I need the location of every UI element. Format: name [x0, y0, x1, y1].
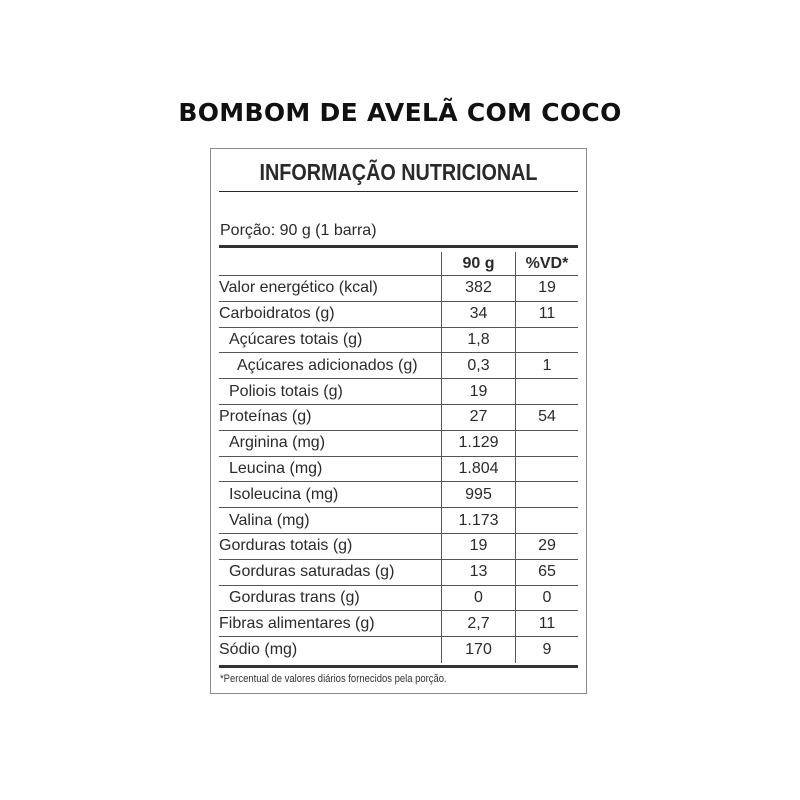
nutrient-value: 27 — [441, 405, 515, 430]
header-vd: %VD* — [515, 252, 578, 275]
nutrition-facts-panel — [210, 148, 587, 694]
portion-size: Porção: 90 g (1 barra) — [220, 222, 377, 239]
nutrition-table — [219, 252, 578, 663]
nutrient-label: Arginina (mg) — [229, 434, 326, 452]
nutrient-value: 1,8 — [441, 328, 515, 353]
nutrient-daily-value: 0 — [515, 586, 578, 611]
nutrient-label: Carboidratos (g) — [219, 305, 335, 323]
nutrient-value: 34 — [441, 302, 515, 327]
table-body — [219, 276, 578, 663]
header-value: 90 g — [441, 252, 515, 275]
panel-title: INFORMAÇÃO NUTRICIONAL — [259, 159, 538, 185]
nutrient-value: 1.804 — [441, 457, 515, 482]
portion-divider — [219, 245, 578, 248]
nutrient-daily-value: 1 — [515, 353, 578, 378]
table-row — [219, 560, 578, 586]
nutrient-daily-value — [515, 482, 578, 507]
nutrient-daily-value — [515, 328, 578, 353]
nutrient-label: Gorduras trans (g) — [229, 588, 360, 606]
nutrient-value: 1.129 — [441, 431, 515, 456]
nutrient-value: 2,7 — [441, 611, 515, 636]
table-row — [219, 302, 578, 328]
table-row — [219, 508, 578, 534]
nutrient-label: Leucina (mg) — [229, 459, 323, 477]
nutrient-value: 382 — [441, 276, 515, 301]
nutrient-value: 0 — [441, 586, 515, 611]
table-row — [219, 482, 578, 508]
nutrient-daily-value: 9 — [515, 637, 578, 663]
table-bottom-divider — [219, 665, 578, 668]
footnote: *Percentual de valores diários fornecidos pela porção. — [220, 673, 447, 685]
nutrient-label: Poliois totais (g) — [229, 382, 343, 400]
nutrient-label: Açúcares totais (g) — [229, 330, 363, 348]
table-row — [219, 405, 578, 431]
nutrient-daily-value — [515, 508, 578, 533]
nutrient-label: Gorduras totais (g) — [219, 537, 353, 555]
title-divider — [219, 191, 578, 192]
nutrient-label: Isoleucina (mg) — [229, 485, 339, 503]
nutrient-label: Fibras alimentares (g) — [219, 614, 375, 632]
nutrient-label: Valor energético (kcal) — [219, 279, 378, 297]
nutrient-daily-value — [515, 379, 578, 404]
table-row — [219, 276, 578, 302]
nutrient-daily-value: 29 — [515, 534, 578, 559]
table-header-row — [219, 252, 578, 276]
nutrient-daily-value: 11 — [515, 302, 578, 327]
nutrient-daily-value: 11 — [515, 611, 578, 636]
nutrient-value: 19 — [441, 379, 515, 404]
product-title: BOMBOM DE AVELÃ COM COCO — [178, 98, 622, 127]
table-row — [219, 586, 578, 612]
nutrient-value: 170 — [441, 637, 515, 663]
nutrient-daily-value — [515, 457, 578, 482]
nutrient-value: 19 — [441, 534, 515, 559]
nutrient-daily-value — [515, 431, 578, 456]
table-row — [219, 611, 578, 637]
nutrient-label: Gorduras saturadas (g) — [229, 563, 395, 581]
nutrient-daily-value: 65 — [515, 560, 578, 585]
table-row — [219, 637, 578, 663]
table-row — [219, 431, 578, 457]
nutrient-value: 1.173 — [441, 508, 515, 533]
table-row — [219, 457, 578, 483]
nutrient-value: 13 — [441, 560, 515, 585]
nutrient-label: Açúcares adicionados (g) — [237, 356, 418, 374]
table-row — [219, 328, 578, 354]
table-row — [219, 379, 578, 405]
nutrient-value: 995 — [441, 482, 515, 507]
nutrient-label: Proteínas (g) — [219, 408, 312, 426]
header-label-cell — [219, 252, 441, 275]
nutrient-daily-value: 54 — [515, 405, 578, 430]
nutrient-label: Valina (mg) — [229, 511, 310, 529]
table-row — [219, 353, 578, 379]
table-row — [219, 534, 578, 560]
nutrient-daily-value: 19 — [515, 276, 578, 301]
nutrient-value: 0,3 — [441, 353, 515, 378]
nutrient-label: Sódio (mg) — [219, 641, 298, 659]
